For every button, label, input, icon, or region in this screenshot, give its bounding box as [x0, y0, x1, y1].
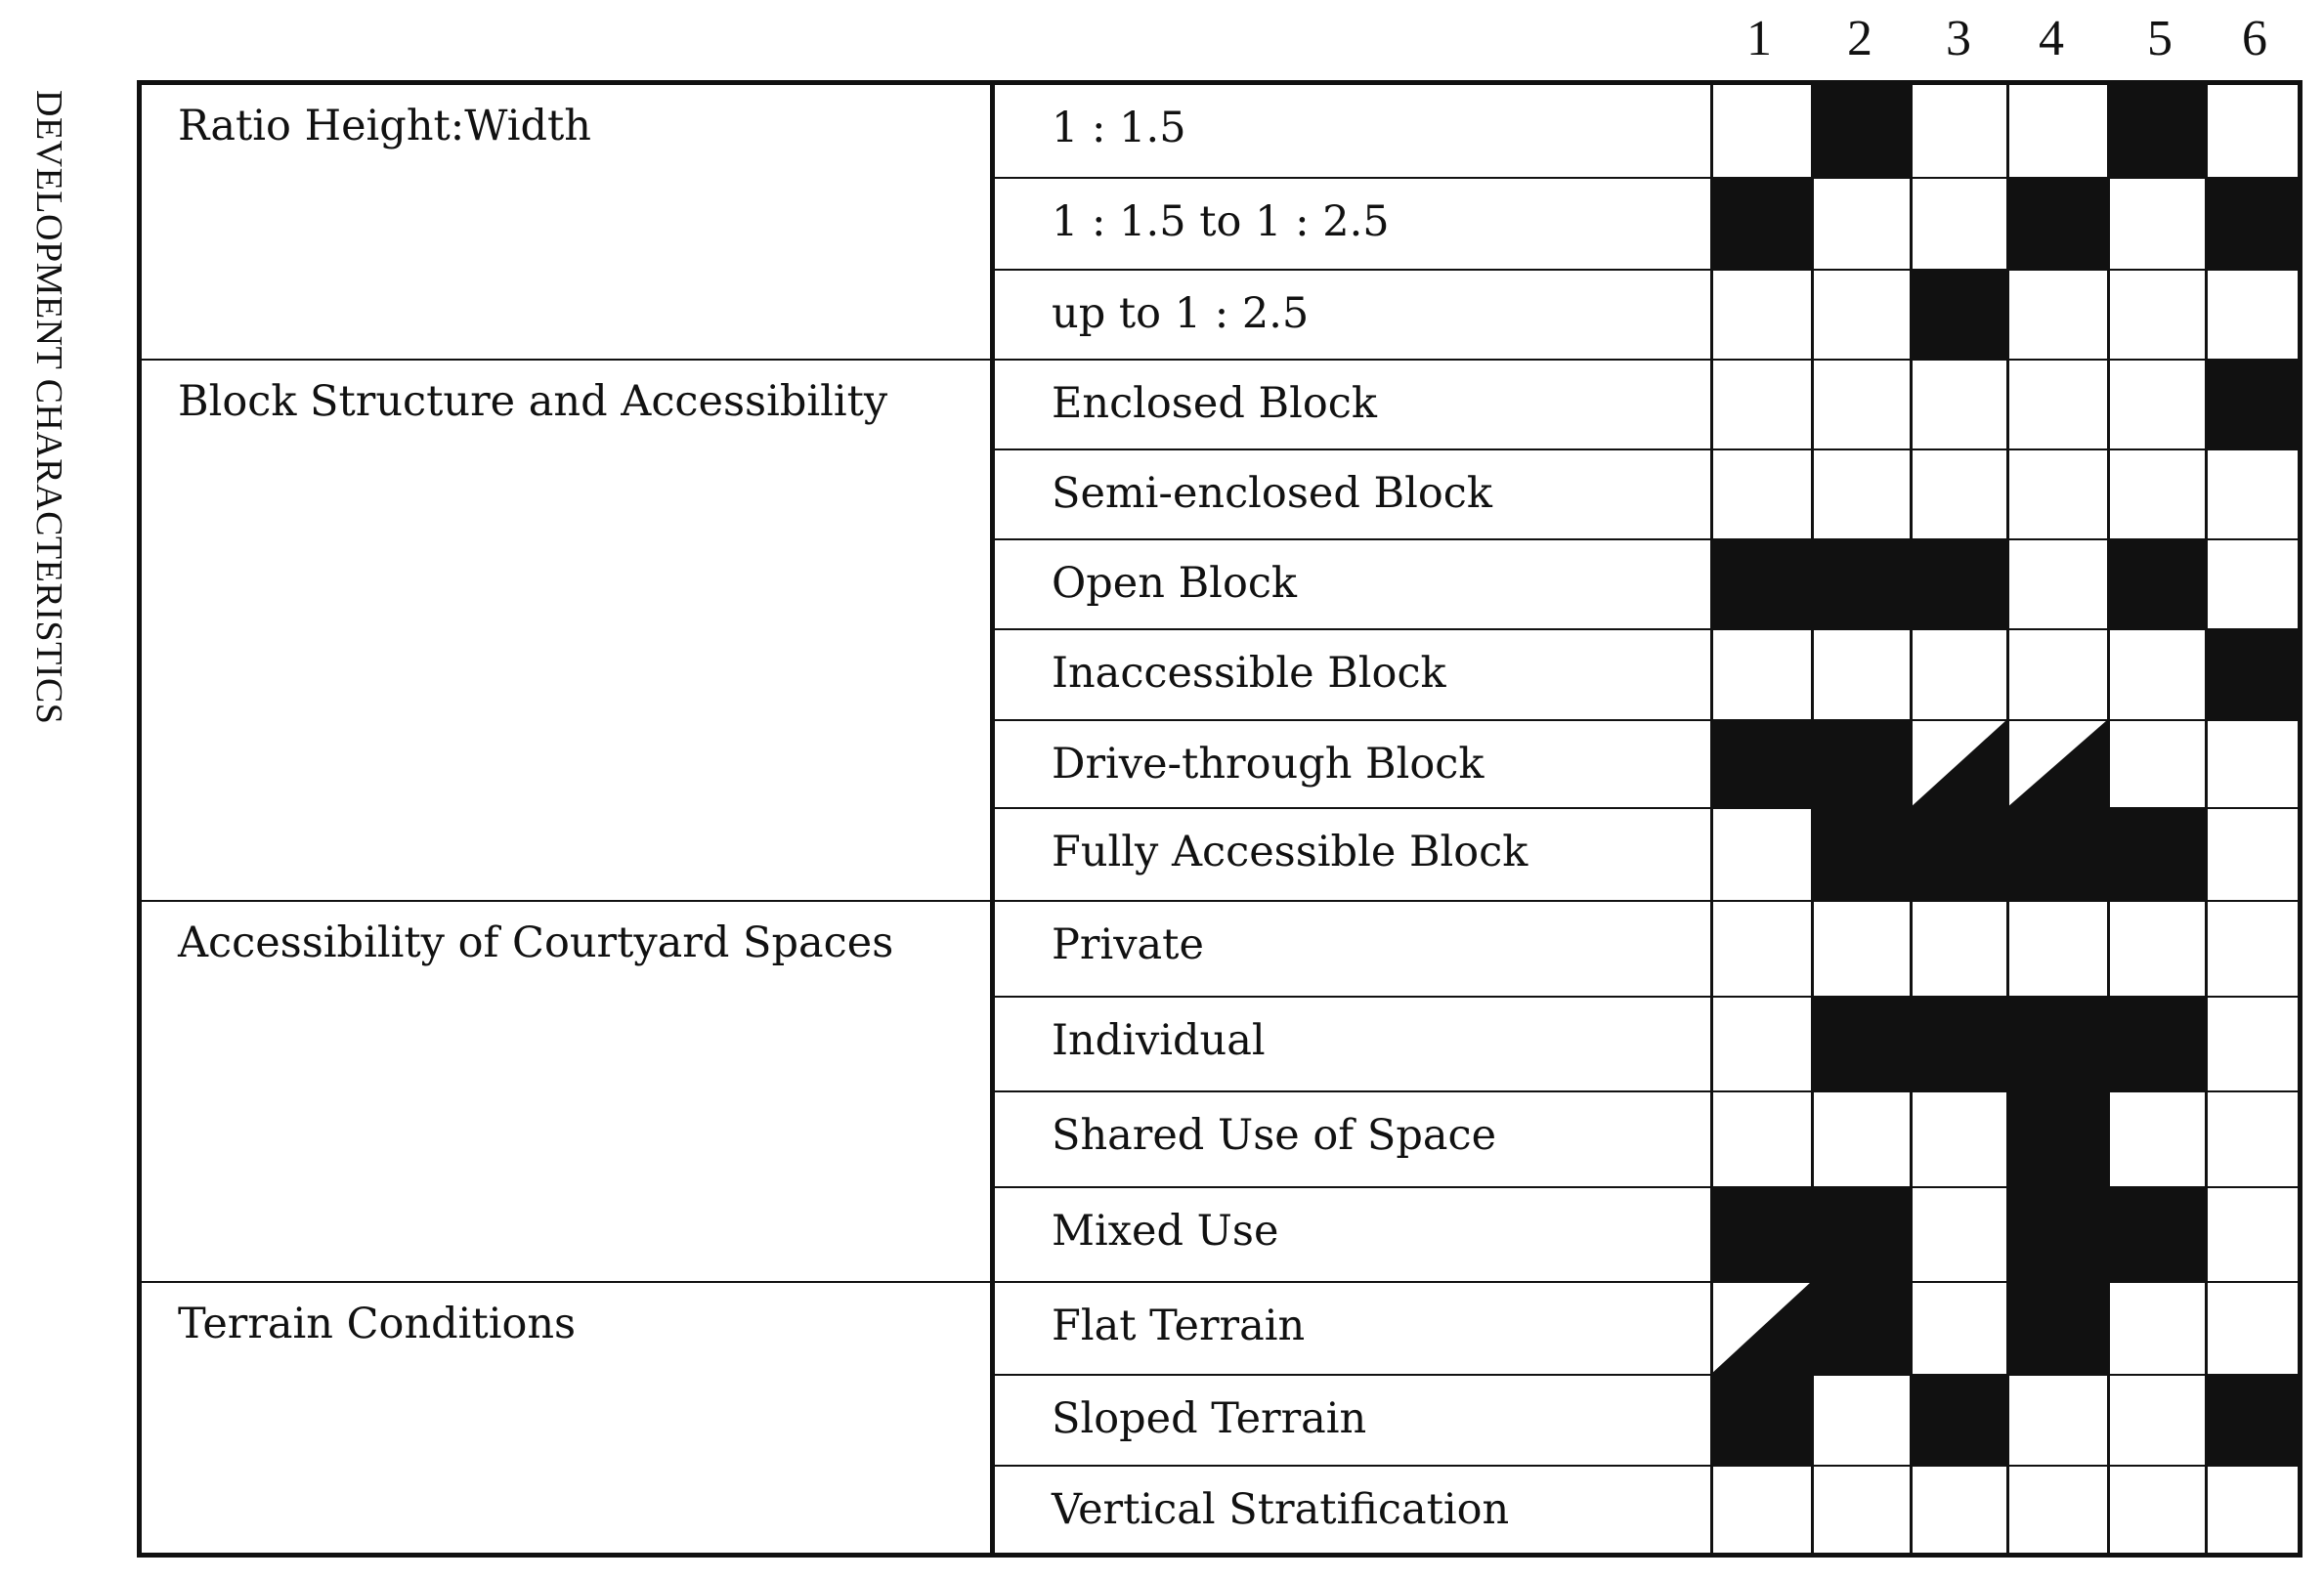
matrix-cell-empty	[1910, 449, 2006, 539]
column-divider	[2006, 80, 2009, 1558]
column-headers	[0, 10, 2324, 78]
matrix-cell-empty	[1910, 1282, 2006, 1375]
matrix-cell-empty	[2107, 449, 2205, 539]
column-header-2: 2	[1847, 11, 1872, 66]
group-label: Block Structure and Accessibility	[178, 377, 888, 426]
column-divider	[990, 80, 995, 1558]
matrix-cell-filled	[1811, 997, 1910, 1091]
matrix-cell-empty	[2205, 1282, 2302, 1375]
matrix-cell-filled	[2006, 1091, 2107, 1187]
matrix-cell-empty	[1910, 1187, 2006, 1282]
row-label: Flat Terrain	[1052, 1302, 1306, 1350]
row-label: Inaccessible Block	[1052, 649, 1446, 698]
matrix-cell-empty	[1710, 901, 1811, 997]
matrix-cell-empty	[1710, 629, 1811, 720]
column-divider	[2107, 80, 2110, 1558]
matrix-cell-filled	[2205, 360, 2302, 449]
matrix-cell-filled	[2107, 997, 2205, 1091]
matrix-cell-empty	[1910, 84, 2006, 178]
matrix-cell-empty	[2107, 1375, 2205, 1466]
matrix-cell-filled	[2006, 808, 2107, 901]
matrix-cell-filled	[1811, 1282, 1910, 1375]
row-label: Vertical Stratification	[1052, 1485, 1510, 1534]
row-label: Open Block	[1052, 559, 1297, 608]
column-header-5: 5	[2147, 11, 2173, 66]
matrix-cell-filled	[1910, 1375, 2006, 1466]
matrix-cell-empty	[2107, 178, 2205, 270]
matrix-cell-filled	[2107, 539, 2205, 629]
matrix-cell-filled	[1811, 808, 1910, 901]
matrix-cell-half	[2006, 720, 2107, 808]
column-divider	[1910, 80, 1913, 1558]
matrix-cell-empty	[2205, 84, 2302, 178]
matrix-cell-empty	[2006, 270, 2107, 360]
row-label: Mixed Use	[1052, 1207, 1279, 1256]
matrix-cell-empty	[2006, 901, 2107, 997]
matrix-cell-filled	[1910, 539, 2006, 629]
column-divider	[2205, 80, 2208, 1558]
matrix-cell-empty	[1811, 360, 1910, 449]
matrix-cell-empty	[2107, 629, 2205, 720]
matrix-cell-empty	[1910, 901, 2006, 997]
matrix-cell-empty	[2107, 360, 2205, 449]
matrix-cell-empty	[1710, 1091, 1811, 1187]
matrix-cell-filled	[1710, 178, 1811, 270]
row-label: Enclosed Block	[1052, 379, 1377, 428]
row-label: Drive-through Block	[1052, 740, 1485, 789]
half-fill-triangle	[1910, 720, 2006, 808]
matrix-cell-empty	[1710, 270, 1811, 360]
matrix-cell-empty	[1710, 997, 1811, 1091]
matrix-cell-empty	[2205, 1091, 2302, 1187]
matrix-cell-empty	[1811, 1091, 1910, 1187]
column-header-6: 6	[2242, 11, 2267, 66]
matrix-cell-empty	[2107, 720, 2205, 808]
matrix-cell-empty	[2107, 1282, 2205, 1375]
matrix-cell-empty	[1710, 84, 1811, 178]
column-header-4: 4	[2039, 11, 2064, 66]
half-fill-shape	[1910, 720, 2006, 808]
row-label: Fully Accessible Block	[1052, 828, 1528, 876]
matrix-cell-filled	[1710, 720, 1811, 808]
column-divider	[1811, 80, 1814, 1558]
side-title: DEVELOPMENT CHARACTERISTICS	[28, 90, 69, 725]
matrix-cell-filled	[2006, 178, 2107, 270]
row-label: Private	[1052, 920, 1204, 969]
matrix-cell-empty	[1811, 901, 1910, 997]
matrix-cell-empty	[2205, 539, 2302, 629]
matrix-cell-filled	[2006, 997, 2107, 1091]
group-label: Accessibility of Courtyard Spaces	[178, 918, 894, 967]
matrix-cell-empty	[2205, 808, 2302, 901]
column-header-1: 1	[1746, 11, 1772, 66]
matrix-cell-empty	[1710, 449, 1811, 539]
matrix-cell-filled	[2205, 1375, 2302, 1466]
row-label: Individual	[1052, 1016, 1266, 1065]
matrix-cell-empty	[1811, 449, 1910, 539]
matrix-cell-empty	[2205, 720, 2302, 808]
half-fill-shape	[1710, 1282, 1811, 1375]
matrix-cell-filled	[1910, 808, 2006, 901]
row-label: 1 : 1.5	[1052, 104, 1186, 152]
matrix-cell-empty	[1811, 270, 1910, 360]
row-label: Sloped Terrain	[1052, 1394, 1367, 1443]
matrix-cell-empty	[1910, 629, 2006, 720]
matrix-cell-empty	[2006, 629, 2107, 720]
column-divider	[1710, 80, 1713, 1558]
matrix-cell-empty	[1811, 1375, 1910, 1466]
row-label: Shared Use of Space	[1052, 1111, 1497, 1160]
matrix-cell-filled	[2205, 178, 2302, 270]
matrix-cell-empty	[2205, 449, 2302, 539]
matrix-cell-empty	[2205, 270, 2302, 360]
matrix-cell-filled	[2107, 808, 2205, 901]
matrix-cell-empty	[2107, 1091, 2205, 1187]
half-fill-triangle	[1710, 1282, 1811, 1375]
row-label: up to 1 : 2.5	[1052, 289, 1310, 338]
matrix-cell-empty	[1710, 808, 1811, 901]
matrix-cell-filled	[1910, 270, 2006, 360]
row-label: 1 : 1.5 to 1 : 2.5	[1052, 197, 1390, 246]
matrix-cell-filled	[2006, 1282, 2107, 1375]
matrix-cell-empty	[2006, 360, 2107, 449]
matrix-cell-filled	[2006, 1187, 2107, 1282]
matrix-cell-filled	[1811, 1187, 1910, 1282]
matrix-cell-empty	[1910, 178, 2006, 270]
group-label: Terrain Conditions	[178, 1300, 577, 1348]
matrix-cell-filled	[1710, 1375, 1811, 1466]
matrix-cell-half	[1910, 720, 2006, 808]
matrix-cell-filled	[1910, 997, 2006, 1091]
matrix-cell-empty	[2006, 1375, 2107, 1466]
matrix-cell-empty	[2107, 901, 2205, 997]
matrix-cell-empty	[1910, 360, 2006, 449]
half-fill-triangle	[2006, 720, 2107, 808]
matrix-cell-filled	[1710, 539, 1811, 629]
matrix-cell-empty	[1710, 360, 1811, 449]
matrix-cell-half	[1710, 1282, 1811, 1375]
matrix-cell-filled	[2205, 629, 2302, 720]
matrix-cell-filled	[1710, 1187, 1811, 1282]
matrix-cell-empty	[1811, 629, 1910, 720]
matrix-cell-empty	[2205, 901, 2302, 997]
row-label: Semi-enclosed Block	[1052, 469, 1492, 518]
matrix-cell-empty	[2205, 1187, 2302, 1282]
matrix-cell-filled	[2107, 84, 2205, 178]
matrix-cell-filled	[1811, 720, 1910, 808]
row-divider	[990, 1465, 2302, 1467]
column-header-3: 3	[1946, 11, 1971, 66]
matrix-cell-empty	[2006, 539, 2107, 629]
half-fill-shape	[2006, 720, 2107, 808]
group-label: Ratio Height:Width	[178, 102, 591, 150]
matrix-cell-empty	[2006, 84, 2107, 178]
matrix-cell-empty	[1811, 178, 1910, 270]
matrix-cell-empty	[2006, 449, 2107, 539]
matrix-cell-empty	[2205, 997, 2302, 1091]
matrix-cell-filled	[2107, 1187, 2205, 1282]
matrix-cell-empty	[2107, 270, 2205, 360]
matrix-cell-filled	[1811, 84, 1910, 178]
matrix-cell-filled	[1811, 539, 1910, 629]
matrix-cell-empty	[1910, 1091, 2006, 1187]
